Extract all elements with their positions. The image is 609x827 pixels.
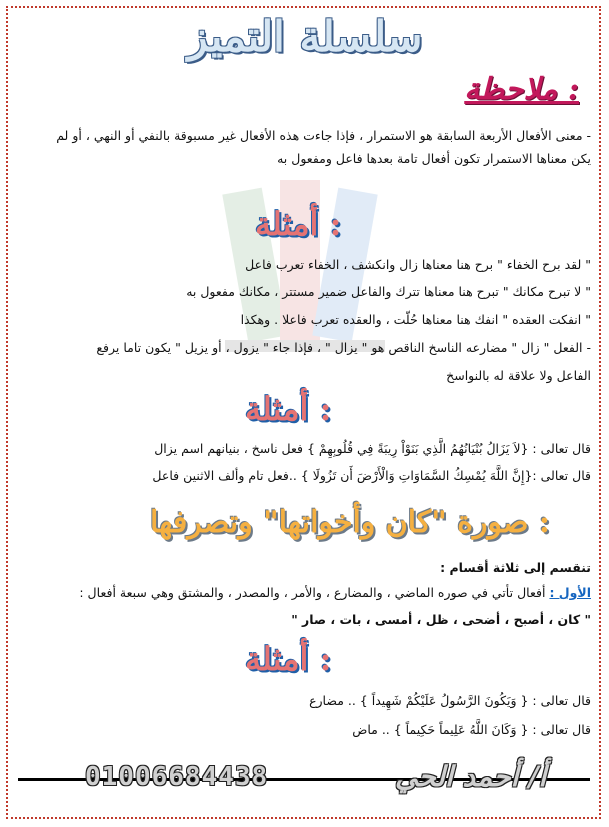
- example-line: قال تعالى :{إِنَّ اللَّهَ يُمْسِكُ السَّمَاوَاتِ وَالْأَرْضَ أَن تَزُولَا } ..فعل تام وألف الاثنين فاعل: [152, 468, 591, 483]
- example-line: قال تعالى : { وَكَانَ اللَّهُ عَلِيماً حَكِيماً } .. ماض: [352, 722, 591, 737]
- example-line: قال تعالى : {لاَ يَزَالُ بُنْيَانُهُمُ الَّذِي بَنَوْاْ رِيبَةً فِي قُلُوبِهِمْ } فعل ناسخ ، بنيانهم اسم يزال: [154, 441, 591, 456]
- example-line: " لا تبرح مكانك " تبرح هنا معناها تترك والفاعل ضمير مستتر ، مكانك مفعول به: [186, 284, 591, 299]
- note-line: - معنى الأفعال الأربعة السابقة هو الاستمرار ، فإذا جاءت هذه الأفعال غير مسبوقة بالنفي أو النهي ، أو لم: [56, 128, 591, 143]
- example-line: - الفعل " زال " مضارعه الناسخ الناقص هو " يزال " ، فإذا جاء " يزول ، أو يزيل " يكون تاما يرفع: [96, 340, 591, 355]
- note-line: يكن معناها الاستمرار تكون أفعال تامة بعدها فاعل ومفعول به: [277, 151, 591, 166]
- section-heading: صورة "كان وأخواتها" وتصرفها :: [150, 505, 550, 540]
- example-line: " انفكت العقده " انفك هنا معناها حُلّت ، والعقده تعرب فاعلا . وهكذا: [240, 312, 591, 327]
- verbs-line: " كان ، أصبح ، أضحى ، ظل ، أمسى ، بات ، صار ": [291, 612, 591, 627]
- first-text: أفعال تأتي في صوره الماضي ، والمضارع ، والأمر ، والمصدر ، والمشتق وهي سبعة أفعال :: [79, 585, 546, 600]
- examples-heading: أمثلة :: [255, 205, 342, 243]
- author-name: أ/ أحمد الحي: [395, 760, 547, 793]
- examples-heading: أمثلة :: [245, 390, 332, 428]
- examples-heading: أمثلة :: [245, 640, 332, 678]
- series-title: سلسلة التميز: [187, 12, 423, 61]
- phone-number: 01006684438: [85, 762, 269, 792]
- example-line: " لقد برح الخفاء " برح هنا معناها زال وانكشف ، الخفاء تعرب فاعل: [245, 257, 591, 272]
- example-line: الفاعل ولا علاقة له بالنواسخ: [446, 368, 591, 383]
- section-intro: تنقسم إلى ثلاثة أقسام :: [440, 560, 591, 575]
- books-watermark-icon: [215, 150, 395, 410]
- note-heading: ملاحظة :: [464, 72, 579, 107]
- example-line: قال تعالى : { وَيَكُونَ الرَّسُولُ عَلَيْكُمْ شَهِيداً } .. مضارع: [309, 693, 591, 708]
- first-label: الأول :: [549, 585, 591, 600]
- section-first-line: [79, 585, 591, 600]
